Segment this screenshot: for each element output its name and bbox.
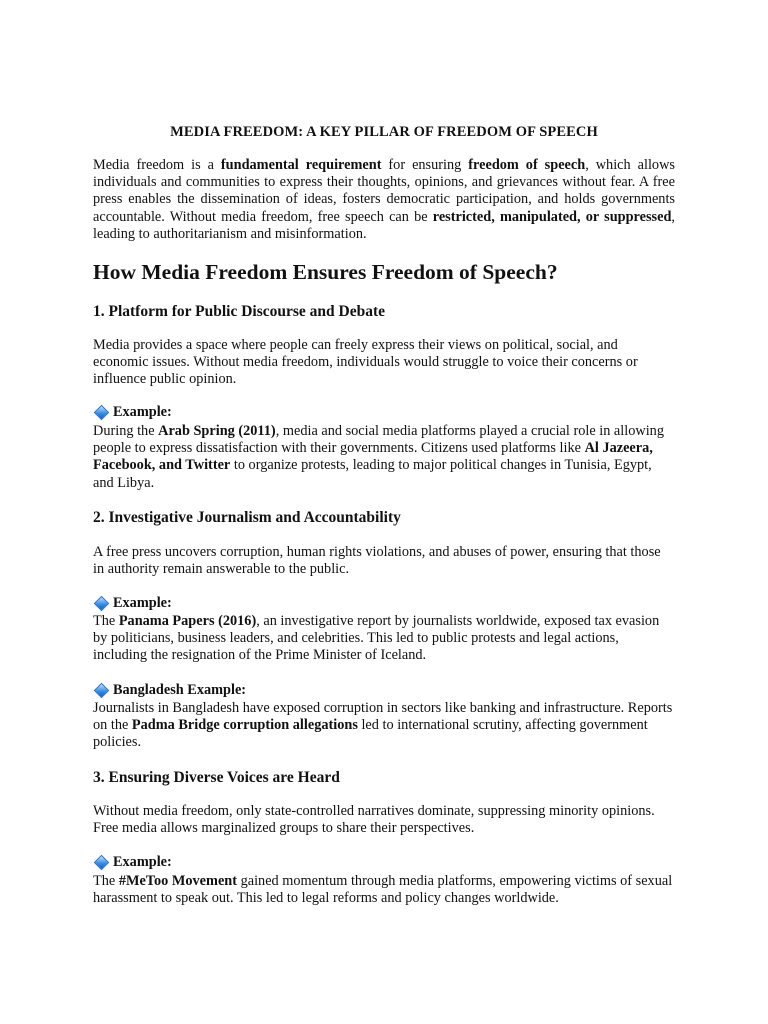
section-1-heading: 1. Platform for Public Discourse and Debate xyxy=(93,303,386,320)
intro-bold: restricted, manipulated, or suppressed xyxy=(432,208,672,225)
example-bold: Padma Bridge corruption allegations xyxy=(131,717,358,734)
section-3-heading: 3. Ensuring Diverse Voices are Heard xyxy=(93,769,340,786)
intro-bold: freedom of speech xyxy=(468,157,586,173)
example-text: , media and social media platforms played a crucial role in allowing people to express dissatisfaction with their governments. Citizens used platforms like xyxy=(93,423,664,457)
example-label-text: Example: xyxy=(113,595,172,611)
section-3-example-label xyxy=(93,854,675,871)
bangladesh-example-text xyxy=(93,700,675,752)
example-text: Journalists in Bangladesh have exposed corruption in sectors like banking and infrastructure. Reports on the xyxy=(93,700,673,734)
section-1-example-label xyxy=(93,404,675,421)
section-2-example-text xyxy=(93,613,675,665)
document-title: MEDIA FREEDOM: A KEY PILLAR OF FREEDOM OF SPEECH xyxy=(170,124,598,140)
section-3-example-text xyxy=(93,873,675,907)
example-bold: Arab Spring (2011) xyxy=(158,423,276,439)
blue-diamond-icon xyxy=(94,682,110,698)
blue-diamond-icon xyxy=(94,595,110,611)
example-text: led to international scrutiny, affecting government policies. xyxy=(93,717,648,751)
example-text: The xyxy=(93,613,119,629)
example-bold: Al Jazeera, Facebook, and Twitter xyxy=(93,440,653,474)
example-label-text: Example: xyxy=(113,854,172,870)
intro-bold: fundamental requirement xyxy=(220,157,382,173)
section-2-example-label xyxy=(93,595,675,612)
example-label-text: Example: xyxy=(113,404,172,420)
example-bold: #MeToo Movement xyxy=(118,873,237,889)
intro-text: Media freedom is a xyxy=(93,157,221,173)
example-label-text: Bangladesh Example: xyxy=(113,682,247,698)
example-text: During the xyxy=(93,423,159,439)
example-text: to organize protests, leading to major political changes in Tunisia, Egypt, and Libya. xyxy=(93,457,652,491)
main-heading: How Media Freedom Ensures Freedom of Speech? xyxy=(93,260,558,284)
intro-text: for ensuring xyxy=(381,157,469,173)
example-text: The xyxy=(93,873,119,889)
blue-diamond-icon xyxy=(94,404,110,420)
section-1-example-text xyxy=(93,423,675,492)
example-text: gained momentum through media platforms, empowering victims of sexual harassment to speak out. This led to legal reforms and policy changes worldwide. xyxy=(93,873,673,907)
intro-text: , which allows individuals and communities to express their thoughts, opinions, and grievances without fear. A free press enables the dissemination of ideas, fosters democratic participation, and holds governments accountable. Without media freedom, free speech can be xyxy=(93,157,675,225)
intro-paragraph xyxy=(93,157,675,243)
example-text: , an investigative report by journalists worldwide, exposed tax evasion by politicians, business leaders, and celebrities. This led to public protests and legal actions, including the resignation of the Prime Minister of Iceland. xyxy=(93,613,660,664)
section-2-heading: 2. Investigative Journalism and Accountability xyxy=(93,509,401,526)
intro-text: , leading to authoritarianism and misinformation. xyxy=(93,208,675,242)
section-3-body: Without media freedom, only state-controlled narratives dominate, suppressing minority opinions. Free media allows marginalized groups to share their perspectives. xyxy=(93,803,655,837)
section-2-body: A free press uncovers corruption, human rights violations, and abuses of power, ensuring that those in authority remain answerable to the public. xyxy=(93,544,661,578)
bangladesh-example-label xyxy=(93,682,675,699)
section-1-body: Media provides a space where people can freely express their views on political, social, and economic issues. Without media freedom, individuals would struggle to voice their concerns or influence public opinion. xyxy=(93,337,638,388)
example-bold: Panama Papers (2016) xyxy=(118,613,257,629)
blue-diamond-icon xyxy=(94,854,110,870)
